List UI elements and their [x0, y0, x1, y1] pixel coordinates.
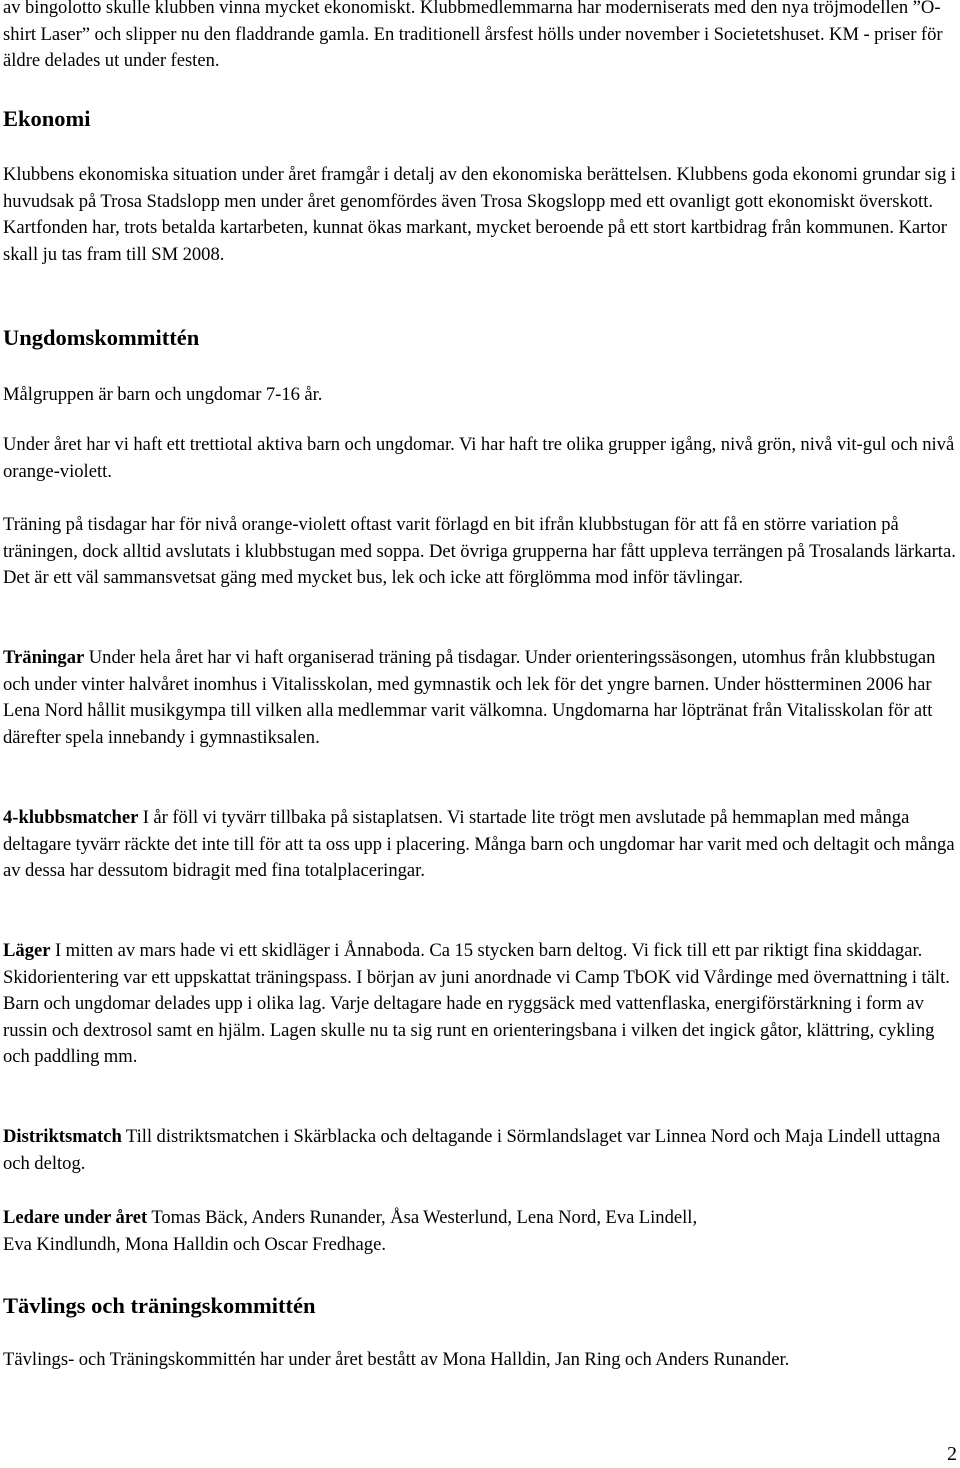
traningar-text: Under hela året har vi haft organiserad träning på tisdagar. Under orienteringssäsongen, utomhus från klubbstugan och under vinter halvåret inomhus i Vitalisskolan, med gymnastik och lek för det yngre barnen. Under höstterminen 2006 har Lena Nord hållit musikgympa till vilken alla medlemmar varit välkomna. Ungdomarna har löptränat från Vitalisskolan för att därefter spela innebandy i gymnastiksalen.: [3, 647, 936, 748]
ledare-label: Ledare under året: [3, 1207, 148, 1228]
intro-paragraph: av bingolotto skulle klubben vinna mycket ekonomiskt. Klubbmedlemmarna har moderniserats med den nya tröjmodellen ”O-shirt Laser” och slipper nu den fladdrande gamla. En traditionell årsfest hölls under november i Societetshuset. KM - priser för äldre delades ut under festen.: [3, 0, 943, 72]
traningar-label: Träningar: [3, 647, 85, 668]
distriktsmatch-text: Till distriktsmatchen i Skärblacka och deltagande i Sörmlandslaget var Linnea Nord och Maja Lindell uttagna och deltog.: [3, 1126, 941, 1174]
heading-ekonomi: Ekonomi: [3, 106, 91, 131]
groups-paragraph: Under året har vi haft ett trettiotal aktiva barn och ungdomar. Vi har haft tre olika grupper igång, nivå grön, nivå vit-gul och nivå orange-violett.: [3, 434, 955, 482]
klubbsmatcher-label: 4-klubbsmatcher: [3, 807, 139, 828]
lager-paragraph: [3, 938, 958, 1071]
klubbsmatcher-text: I år föll vi tyvärr tillbaka på sistaplatsen. Vi startade lite trögt men avslutade på hemmaplan med många deltagare tyvärr räckte det inte till för att ta oss upp i placering. Många barn och ungdomar har varit med och deltagit och många av dessa har dessutom bidragit med fina totalplaceringar.: [3, 807, 955, 882]
ekonomi-paragraph: Klubbens ekonomiska situation under året framgår i detalj av den ekonomiska berättelsen. Klubbens goda ekonomi grundar sig i huvudsak på Trosa Stadslopp men under året genomfördes även Trosa Skogslopp med ett ovanligt gott ekonomiskt överskott. Kartfonden har, trots betalda kartarbeten, kunnat ökas markant, mycket beroende på ett stort kartbidrag från kommunen. Kartor skall ju tas fram till SM 2008.: [3, 164, 956, 265]
heading-ungdomskommitten: Ungdomskommittén: [3, 325, 200, 350]
tuesday-training-paragraph: Träning på tisdagar har för nivå orange-violett oftast varit förlagd en bit ifrån klubbstugan för att få en större variation på träningen, dock alltid avslutats i klubbstugan med soppa. Det övriga grupperna har fått uppleva terrängen på Trosalands lärkarta. Det är ett väl sammansvetsat gäng med mycket bus, lek och icke att förglömma mod inför tävlingar.: [3, 514, 956, 589]
lager-text: I mitten av mars hade vi ett skidläger i Ånnaboda. Ca 15 stycken barn deltog. Vi fick till ett par riktigt fina skiddagar. Skidorientering var ett uppskattat träningspass. I början av juni anordnade vi Camp TbOK vid Vårdinge med övernattning i tält. Barn och ungdomar delades upp i olika lag. Varje deltagare hade en ryggsäck med vattenflaska, energiförstärkning i form av russin och dextrosol samt en hjälm. Lagen skulle nu ta sig runt en orienteringsbana i vilken det ingick gåtor, klättring, cykling och paddling mm.: [3, 940, 950, 1068]
ledare-paragraph: [3, 1205, 697, 1258]
distriktsmatch-paragraph: [3, 1124, 958, 1177]
traningar-paragraph: [3, 645, 958, 751]
distriktsmatch-label: Distriktsmatch: [3, 1126, 122, 1147]
ledare-text-line1: Tomas Bäck, Anders Runander, Åsa Westerlund, Lena Nord, Eva Lindell,: [147, 1207, 698, 1228]
target-group-paragraph: Målgruppen är barn och ungdomar 7-16 år.: [3, 384, 323, 405]
ledare-text-line2: Eva Kindlundh, Mona Halldin och Oscar Fredhage.: [3, 1233, 386, 1255]
heading-tavlings-och-traningskommitten: Tävlings och träningskommittén: [3, 1293, 316, 1318]
klubbsmatcher-paragraph: [3, 805, 958, 885]
tavling-paragraph: Tävlings- och Träningskommittén har under året bestått av Mona Halldin, Jan Ring och Anders Runander.: [3, 1349, 790, 1370]
lager-label: Läger: [3, 940, 51, 961]
page-number: 2: [947, 1443, 957, 1465]
